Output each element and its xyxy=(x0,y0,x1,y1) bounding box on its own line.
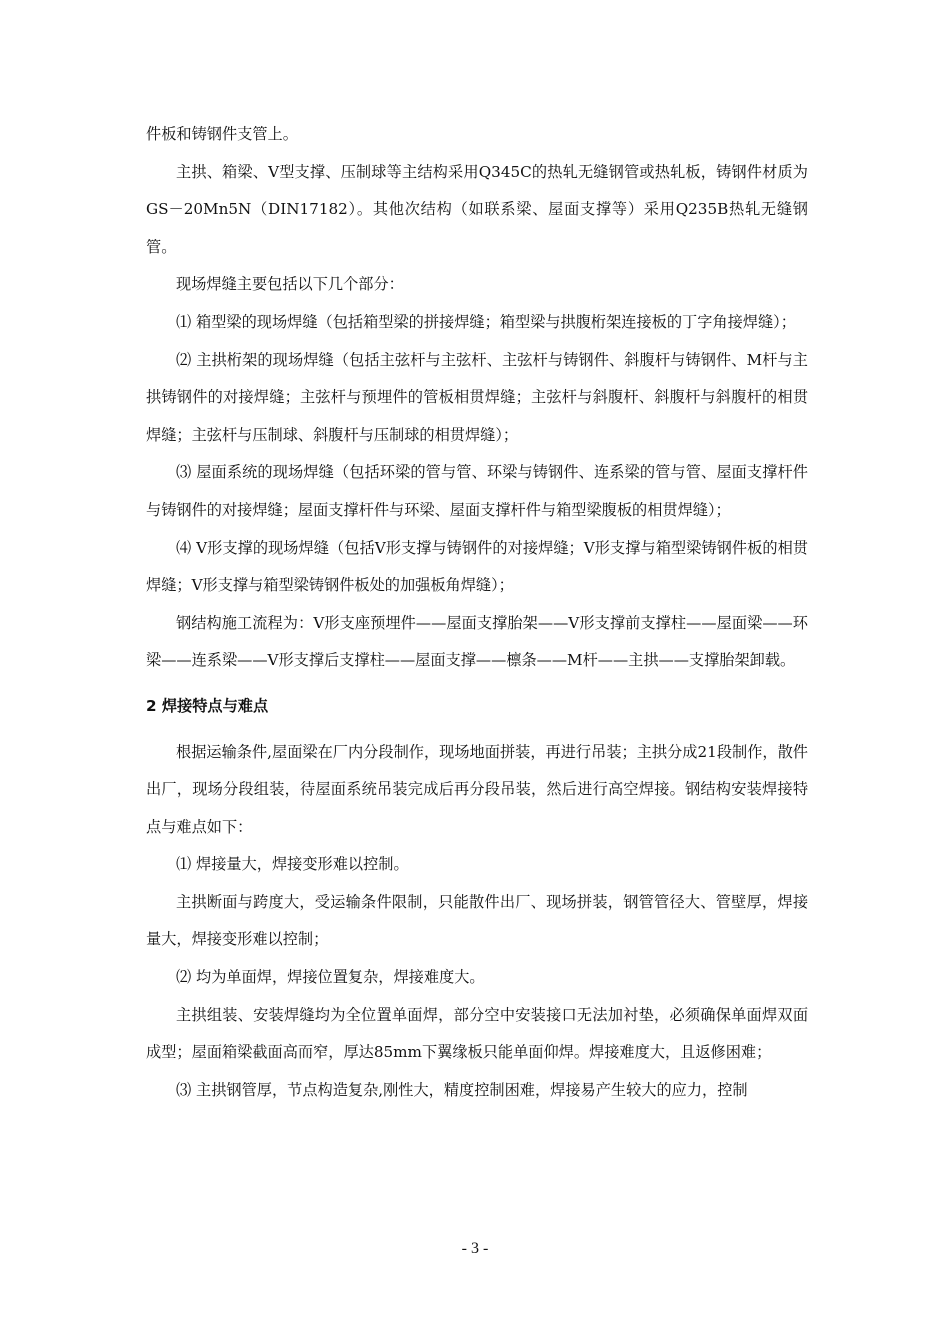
list-item-box-girder: ⑴ 箱型梁的现场焊缝（包括箱型梁的拼接焊缝；箱型梁与拱腹桁架连接板的丁字角接焊缝）； xyxy=(176,312,796,331)
paragraph-welds-intro: 现场焊缝主要包括以下几个部分： xyxy=(176,275,404,294)
list-item-main-arch: ⑵ 主拱桁架的现场焊缝（包括主弦杆与主弦杆、主弦杆与铸钢件、斜腹杆与铸钢件、M杆与主拱铸钢件的对接焊缝；主弦杆与预埋件的管板相贯焊缝；主弦杆与斜腹杆、斜腹杆与斜腹杆的相贯焊缝；主弦杆与压制球、斜腹杆与压制球的相贯焊缝）； xyxy=(146,350,808,444)
section-spacer xyxy=(146,726,808,734)
list-item-thick-pipe: ⑶ 主拱钢管厚，节点构造复杂,刚性大，精度控制困难，焊接易产生较大的应力，控制 xyxy=(176,1080,748,1099)
list-item-single-side: ⑵ 均为单面焊，焊接位置复杂，焊接难度大。 xyxy=(176,968,485,987)
page-number: - 3 - xyxy=(461,1240,489,1257)
paragraph-construction-flow: 钢结构施工流程为：V形支座预埋件——屋面支撑胎架——V形支撑前支撑柱——屋面梁——环梁——连系梁——V形支撑后支撑柱——屋面支撑——檩条——M杆——主拱——支撑胎架卸载。 xyxy=(146,613,808,670)
paragraph-single-side-detail: 主拱组装、安装焊缝均为全位置单面焊，部分空中安装接口无法加衬垫，必须确保单面焊双面成型；屋面箱梁截面高而窄，厚达85mm下翼缘板只能单面仰焊。焊接难度大，且返修困难； xyxy=(146,1005,808,1062)
paragraph-materials: 主拱、箱梁、V型支撑、压制球等主结构采用Q345C的热轧无缝钢管或热轧板，铸钢件材质为GS－20Mn5N（DIN17182）。其他次结构（如联系梁、屋面支撑等）采用Q235B热轧无缝钢管。 xyxy=(146,162,808,256)
paragraph-transport: 根据运输条件,屋面梁在厂内分段制作，现场地面拼装，再进行吊装；主拱分成21段制作，散件出厂，现场分段组装，待屋面系统吊装完成后再分段吊装，然后进行高空焊接。钢结构安装焊接特点与难点如下： xyxy=(146,742,808,836)
body-text xyxy=(146,116,808,1109)
section-heading: 2 焊接特点与难点 xyxy=(146,696,269,715)
list-item-v-support: ⑷ V形支撑的现场焊缝（包括V形支撑与铸钢件的对接焊缝；V形支撑与箱型梁铸钢件板的相贯焊缝；V形支撑与箱型梁铸钢件板处的加强板角焊缝）； xyxy=(146,538,808,595)
list-item-welding-volume: ⑴ 焊接量大，焊接变形难以控制。 xyxy=(176,855,409,874)
list-item-roof-system: ⑶ 屋面系统的现场焊缝（包括环梁的管与管、环梁与铸钢件、连系梁的管与管、屋面支撑杆件与铸钢件的对接焊缝；屋面支撑杆件与环梁、屋面支撑杆件与箱型梁腹板的相贯焊缝）； xyxy=(146,463,808,519)
paragraph-welding-volume-detail: 主拱断面与跨度大，受运输条件限制，只能散件出厂、现场拼装，钢管管径大、管壁厚，焊接量大，焊接变形难以控制； xyxy=(146,892,808,949)
section-spacer xyxy=(146,680,808,688)
paragraph-continuation: 件板和铸钢件支管上。 xyxy=(146,125,298,143)
